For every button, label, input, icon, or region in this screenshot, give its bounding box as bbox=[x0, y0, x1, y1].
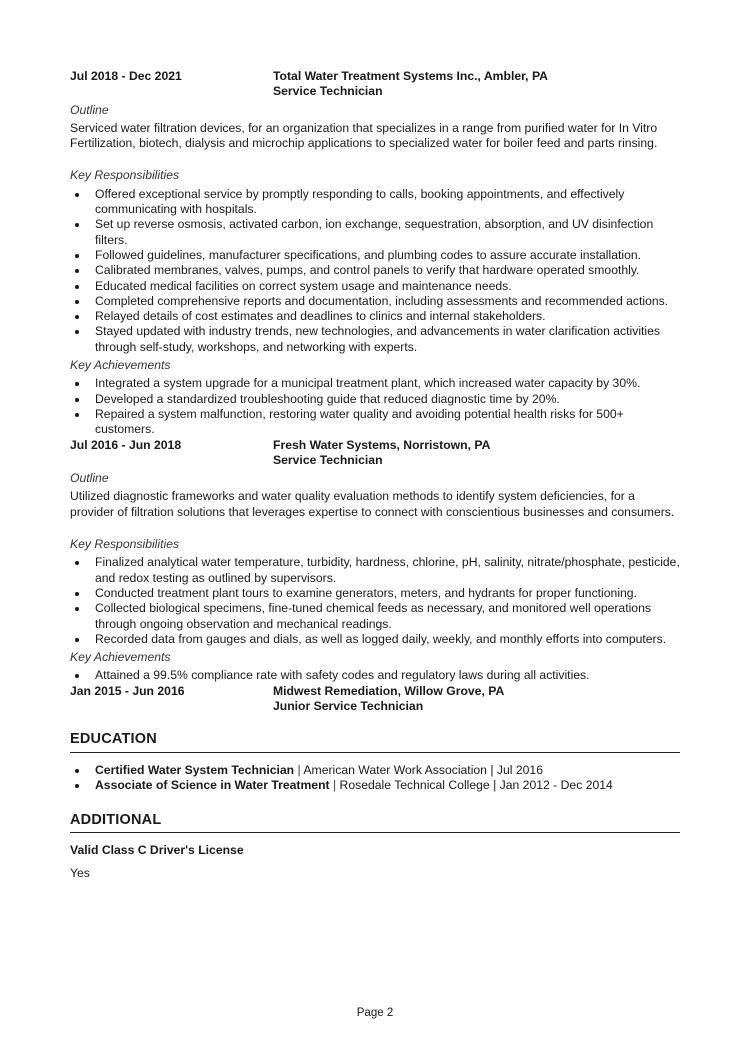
list-item bbox=[70, 324, 680, 355]
job-date: Jul 2016 - Jun 2018 bbox=[70, 437, 182, 452]
bullet-icon bbox=[75, 315, 79, 319]
responsibilities-label: Key Responsibilities bbox=[70, 168, 180, 183]
job-entry bbox=[70, 69, 680, 438]
job-header bbox=[70, 438, 680, 469]
job-date: Jul 2018 - Dec 2021 bbox=[70, 69, 182, 83]
list-item-text: Recorded data from gauges and dials, as well as logged daily, weekly, and monthly efforts into computers. bbox=[95, 631, 667, 646]
list-item bbox=[70, 778, 680, 793]
job-header bbox=[70, 684, 680, 715]
list-item-text: Educated medical facilities on correct system usage and maintenance needs. bbox=[95, 278, 512, 293]
bullet-icon bbox=[75, 674, 79, 678]
list-item bbox=[70, 555, 680, 586]
separator: | bbox=[297, 762, 301, 777]
list-item-text: Calibrated membranes, valves, pumps, and control panels to verify that hardware operated smoothly. bbox=[95, 263, 640, 278]
job-title: Junior Service Technician bbox=[273, 698, 424, 713]
education-degree: Associate of Science in Water Treatment bbox=[95, 777, 330, 792]
job-date: Jan 2015 - Jun 2016 bbox=[70, 683, 185, 698]
bullet-icon bbox=[75, 382, 79, 386]
responsibilities-list bbox=[70, 555, 680, 647]
list-item bbox=[70, 632, 680, 647]
education-details: Rosedale Technical College | Jan 2012 - Dec 2014 bbox=[339, 777, 613, 792]
list-item-text: Stayed updated with industry trends, new technologies, and advancements in water clarification activities through self-study, workshops, and networking with experts. bbox=[95, 324, 660, 354]
job-title: Service Technician bbox=[273, 84, 383, 99]
list-item bbox=[70, 601, 680, 632]
list-item bbox=[70, 763, 680, 778]
job-org bbox=[273, 684, 680, 715]
outline-text: Utilized diagnostic frameworks and water quality evaluation methods to identify system deficiencies, for a provider of filtration solutions that leverages expertise to connect with conscientious businesses and consumers. bbox=[70, 489, 675, 519]
list-item-text: Integrated a system upgrade for a municipal treatment plant, which increased water capacity by 30%. bbox=[95, 376, 641, 391]
list-item bbox=[70, 309, 680, 324]
list-item bbox=[70, 187, 680, 218]
job-org bbox=[273, 69, 680, 100]
job-org bbox=[273, 438, 680, 469]
achievements-list bbox=[70, 376, 680, 437]
list-item bbox=[70, 586, 680, 601]
list-item bbox=[70, 668, 680, 683]
job-company: Fresh Water Systems, Norristown, PA bbox=[273, 437, 491, 452]
outline-label: Outline bbox=[70, 102, 109, 117]
job-title: Service Technician bbox=[273, 452, 383, 467]
bullet-icon bbox=[75, 413, 79, 417]
bullet-icon bbox=[75, 607, 79, 611]
achievements-label: Key Achievements bbox=[70, 650, 171, 665]
list-item-text: Followed guidelines, manufacturer specifications, and plumbing codes to assure accurate installation. bbox=[95, 247, 642, 262]
list-item bbox=[70, 392, 680, 407]
list-item bbox=[70, 279, 680, 294]
list-item-text: Repaired a system malfunction, restoring water quality and avoiding potential health risks for 500+ customers. bbox=[95, 406, 624, 437]
bullet-icon bbox=[75, 193, 79, 197]
achievements-label: Key Achievements bbox=[70, 358, 171, 373]
additional-heading: ADDITIONAL bbox=[70, 813, 680, 833]
bullet-icon bbox=[75, 769, 79, 773]
education-details: American Water Work Association | Jul 2016 bbox=[303, 762, 543, 777]
bullet-icon bbox=[75, 592, 79, 596]
bullet-icon bbox=[75, 300, 79, 304]
list-item-text: Conducted treatment plant tours to examine generators, meters, and hydrants for proper functioning. bbox=[95, 585, 637, 600]
job-header bbox=[70, 69, 680, 100]
bullet-icon bbox=[75, 285, 79, 289]
list-item bbox=[70, 376, 680, 391]
job-entry bbox=[70, 684, 680, 715]
resume-page bbox=[70, 69, 680, 881]
list-item-text: Set up reverse osmosis, activated carbon, ion exchange, sequestration, absorption, and UV disinfection filters. bbox=[95, 217, 654, 247]
responsibilities-list bbox=[70, 187, 680, 355]
list-item-text: Attained a 99.5% compliance rate with safety codes and regulatory laws during all activities. bbox=[95, 668, 590, 683]
job-entry bbox=[70, 438, 680, 684]
page-number: Page 2 bbox=[356, 1007, 394, 1019]
list-item-text: Finalized analytical water temperature, turbidity, hardness, chlorine, pH, salinity, nitrate/phosphate, pesticide, and redox testing as outlined by supervisors. bbox=[95, 555, 680, 585]
bullet-icon bbox=[75, 638, 79, 642]
list-item bbox=[70, 294, 680, 309]
bullet-icon bbox=[75, 269, 79, 273]
list-item bbox=[70, 248, 680, 263]
list-item-text: Completed comprehensive reports and documentation, including assessments and recommended actions. bbox=[95, 293, 669, 308]
list-item-text: Developed a standardized troubleshooting guide that reduced diagnostic time by 20%. bbox=[95, 391, 560, 406]
additional-value: Yes bbox=[70, 865, 90, 880]
list-item-text: Collected biological specimens, fine-tuned chemical feeds as necessary, and monitored well operations through ongoing observation and mechanical readings. bbox=[95, 601, 651, 631]
list-item bbox=[70, 263, 680, 278]
job-company: Total Water Treatment Systems Inc., Ambler, PA bbox=[273, 69, 548, 83]
list-item bbox=[70, 407, 680, 438]
responsibilities-label: Key Responsibilities bbox=[70, 537, 180, 552]
job-company: Midwest Remediation, Willow Grove, PA bbox=[273, 683, 505, 698]
bullet-icon bbox=[75, 784, 79, 788]
education-list bbox=[70, 763, 680, 794]
bullet-icon bbox=[75, 223, 79, 227]
list-item bbox=[70, 217, 680, 248]
education-heading: EDUCATION bbox=[70, 732, 680, 752]
education-degree: Certified Water System Technician bbox=[95, 762, 295, 777]
additional-label: Valid Class C Driver's License bbox=[70, 843, 244, 858]
outline-text: Serviced water filtration devices, for an organization that specializes in a range from purified water for In Vitro Fertilization, biotech, dialysis and microchip applications to specialized water for boiler feed and parts rinsing. bbox=[70, 120, 658, 151]
bullet-icon bbox=[75, 330, 79, 334]
bullet-icon bbox=[75, 398, 79, 402]
list-item-text: Relayed details of cost estimates and deadlines to clinics and internal stakeholders. bbox=[95, 309, 546, 324]
bullet-icon bbox=[75, 561, 79, 565]
outline-label: Outline bbox=[70, 471, 109, 486]
list-item-text: Offered exceptional service by promptly responding to calls, booking appointments, and effectively communicating with hospitals. bbox=[95, 186, 625, 217]
bullet-icon bbox=[75, 254, 79, 258]
separator: | bbox=[332, 777, 337, 792]
achievements-list bbox=[70, 668, 680, 683]
